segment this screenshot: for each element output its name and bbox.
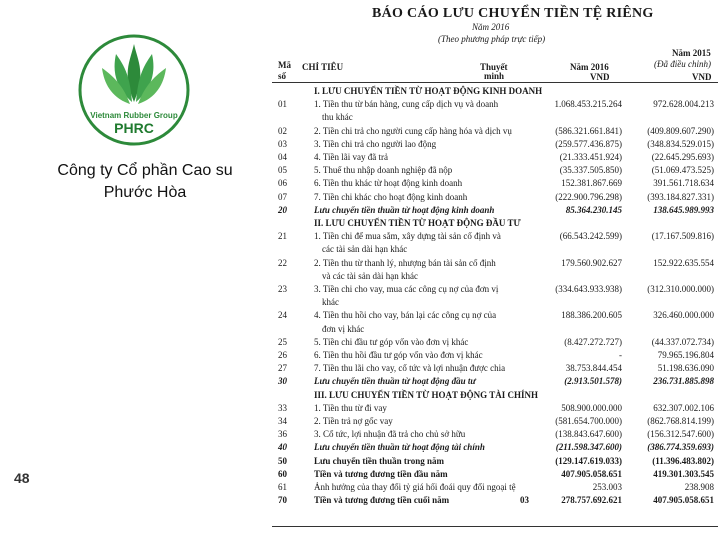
- table-row: [272, 416, 718, 427]
- row-value-2016: (35.337.505.850): [559, 165, 622, 176]
- table-row: [272, 350, 718, 361]
- row-value-2015: 51.198.636.090: [657, 363, 714, 374]
- row-value-2016: 38.753.844.454: [565, 363, 622, 374]
- page-number: 48: [14, 470, 30, 486]
- table-row: [272, 363, 718, 374]
- row-code: 36: [278, 429, 287, 440]
- table-row: [272, 258, 718, 269]
- row-value-2016: (259.577.436.875): [555, 138, 622, 149]
- row-value-2015: 238.908: [684, 482, 714, 492]
- row-value-2016: (138.843.647.600): [555, 429, 622, 440]
- row-code: 07: [278, 191, 287, 202]
- row-code: 03: [278, 138, 287, 149]
- row-code: 34: [278, 416, 287, 426]
- row-value-2016: (129.147.619.033): [555, 455, 622, 466]
- header-y2016-1: Năm 2016: [570, 62, 609, 72]
- header-code-2: số: [278, 71, 287, 81]
- row-label: khác: [322, 297, 339, 308]
- row-label: đơn vị khác: [322, 323, 365, 334]
- row-value-2016: (66.543.242.599): [559, 231, 622, 242]
- header-note-1: Thuyết: [480, 62, 508, 72]
- row-label: II. LƯU CHUYỂN TIỀN TỪ HOẠT ĐỘNG ĐẦU TƯ: [314, 218, 521, 228]
- row-value-2015: (862.768.814.199): [647, 416, 714, 426]
- row-code: 22: [278, 257, 287, 268]
- row-value-2015: 419.301.303.545: [653, 468, 714, 479]
- table-row: [272, 231, 718, 242]
- row-label: Lưu chuyển tiền thuần từ hoạt động tài chính: [314, 442, 485, 453]
- row-label: 1. Tiền thu từ bán hàng, cung cấp dịch vụ và doanh: [314, 99, 499, 110]
- row-label: III. LƯU CHUYỂN TIỀN TỪ HOẠT ĐỘNG TÀI CHÍNH: [314, 389, 538, 400]
- row-code: 06: [278, 178, 287, 189]
- report-method: (Theo phương pháp trực tiếp): [438, 34, 546, 44]
- company-name: Công ty Cổ phần Cao su Phước Hòa: [57, 162, 233, 201]
- table-row: [272, 152, 718, 163]
- row-label: 5. Thuế thu nhập doanh nghiệp đã nộp: [314, 165, 453, 176]
- footer-divider: [272, 526, 718, 527]
- row-label: 2. Tiền chi trả cho người cung cấp hàng hóa và dịch vụ: [314, 125, 512, 136]
- company-logo: [76, 32, 192, 148]
- table-row: [272, 456, 718, 467]
- row-value-2016: 253.003: [592, 482, 622, 492]
- row-code: 02: [278, 125, 287, 136]
- row-value-2016: 85.364.230.145: [565, 204, 622, 215]
- row-code: 26: [278, 350, 287, 360]
- row-value-2016: 1.068.453.215.264: [554, 99, 622, 110]
- row-label: Tiền và tương đương tiền đầu năm: [314, 468, 448, 479]
- row-value-2015: (22.645.295.693): [651, 152, 714, 162]
- table-row: [272, 469, 718, 480]
- row-value-2015: (393.184.827.331): [647, 191, 714, 202]
- table-row: [272, 376, 718, 387]
- row-label: 3. Tiền chi cho vay, mua các công cụ nợ của đơn vị: [314, 284, 499, 294]
- row-value-2015: 152.922.635.554: [653, 257, 714, 268]
- table-row: [272, 218, 718, 229]
- table-row: [272, 337, 718, 348]
- row-label: 5. Tiền chi đầu tư góp vốn vào đơn vị khác: [314, 336, 469, 347]
- table-row: [272, 310, 718, 321]
- row-value-2016: 179.560.902.627: [561, 257, 622, 268]
- row-code: 70: [278, 495, 287, 506]
- row-label: 1. Tiền thu từ đi vay: [314, 402, 387, 413]
- row-label: Tiền và tương đương tiền cuối năm: [314, 495, 450, 506]
- table-row: [272, 244, 718, 255]
- cash-flow-statement: [272, 0, 720, 540]
- table-row: [272, 205, 718, 216]
- row-label: Lưu chuyển tiền thuần từ hoạt động kinh doanh: [314, 204, 495, 215]
- table-row: [272, 178, 718, 189]
- row-label: các tài sản dài hạn khác: [322, 244, 408, 255]
- table-row: [272, 390, 718, 401]
- row-label: Lưu chuyển tiền thuần trong năm: [314, 455, 445, 466]
- table-row: [272, 482, 718, 493]
- row-code: 23: [278, 284, 287, 294]
- row-label: 2. Tiền thu từ thanh lý, nhượng bán tài sản cố định: [314, 257, 496, 268]
- table-row: [272, 271, 718, 282]
- table-row: [272, 284, 718, 295]
- row-value-2015: 326.460.000.000: [653, 310, 714, 321]
- table-row: [272, 429, 718, 440]
- logo-top-text: Vietnam Rubber Group: [90, 111, 178, 120]
- row-label: và các tài sản dài hạn khác: [322, 270, 418, 281]
- row-label: 6. Tiền thu hồi đầu tư góp vốn vào đơn vị khác: [314, 350, 483, 360]
- header-note-2: minh: [484, 71, 505, 81]
- row-value-2015: 972.628.004.213: [653, 99, 714, 110]
- row-value-2016: (334.643.933.938): [555, 284, 622, 294]
- row-value-2015: (44.337.072.734): [651, 336, 714, 347]
- row-code: 61: [278, 482, 287, 492]
- row-value-2016: -: [619, 350, 622, 360]
- table-row: [272, 86, 718, 97]
- row-value-2016: (21.333.451.924): [559, 152, 622, 162]
- row-value-2015: (17.167.509.816): [651, 231, 714, 242]
- row-value-2015: (312.310.000.000): [647, 284, 714, 294]
- row-label: 7. Tiền chi khác cho hoạt động kinh doanh: [314, 191, 468, 202]
- logo-bottom-text: PHRC: [114, 120, 154, 136]
- row-code: 27: [278, 363, 287, 374]
- header-y2016-2: VND: [590, 72, 610, 82]
- table-row: [272, 165, 718, 176]
- row-code: 40: [278, 442, 287, 453]
- row-value-2015: 79.965.196.804: [657, 350, 714, 360]
- table-row: [272, 495, 718, 506]
- row-code: 01: [278, 99, 287, 110]
- row-label: 6. Tiền thu khác từ hoạt động kinh doanh: [314, 178, 463, 189]
- row-value-2016: (8.427.272.727): [564, 336, 622, 347]
- row-label: Lưu chuyển tiền thuần từ hoạt động đầu tư: [314, 376, 476, 387]
- table-row: [272, 324, 718, 335]
- row-value-2016: (581.654.700.000): [555, 416, 622, 426]
- report-title: BÁO CÁO LƯU CHUYỂN TIỀN TỆ RIÊNG: [372, 6, 654, 21]
- table-row: [272, 139, 718, 150]
- row-value-2015: 138.645.989.993: [653, 204, 714, 215]
- row-value-2016: 508.900.000.000: [561, 402, 622, 413]
- row-code: 33: [278, 402, 287, 413]
- row-value-2015: (409.809.607.290): [647, 125, 714, 136]
- row-value-2016: 188.386.200.605: [561, 310, 622, 321]
- table-row: [272, 126, 718, 137]
- row-value-2015: 391.561.718.634: [653, 178, 714, 189]
- row-value-2015: (156.312.547.600): [647, 429, 714, 440]
- row-label: 1. Tiền chi để mua sắm, xây dựng tài sản cố định và: [314, 231, 501, 242]
- row-value-2015: 407.905.058.651: [653, 495, 714, 506]
- table-row: [272, 192, 718, 203]
- row-code: 21: [278, 231, 287, 242]
- row-value-2015: 236.731.885.898: [653, 376, 714, 387]
- table-row: [272, 442, 718, 453]
- table-row: [272, 403, 718, 414]
- row-code: 25: [278, 336, 287, 347]
- row-code: 20: [278, 204, 287, 215]
- row-value-2015: (51.069.473.525): [651, 165, 714, 176]
- row-code: 30: [278, 376, 287, 387]
- row-value-2015: (348.834.529.015): [647, 138, 714, 149]
- header-item: CHỈ TIÊU: [302, 62, 344, 72]
- row-value-2016: 152.381.867.669: [561, 178, 622, 189]
- row-label: 3. Tiền chi trả cho người lao động: [314, 138, 437, 149]
- row-value-2016: 278.757.692.621: [561, 495, 622, 506]
- report-year: Năm 2016: [472, 22, 510, 32]
- header-y2015-3: VND: [692, 72, 712, 82]
- row-value-2015: (386.774.359.693): [647, 442, 714, 453]
- header-y2015-1: Năm 2015: [672, 48, 711, 58]
- row-value-2016: (222.900.796.298): [555, 191, 622, 202]
- row-label: Ảnh hưởng của thay đổi tỷ giá hối đoái quy đổi ngoại tệ: [314, 482, 516, 492]
- row-value-2015: 632.307.002.106: [653, 402, 714, 413]
- row-label: thu khác: [322, 112, 353, 123]
- row-value-2016: (586.321.661.841): [555, 125, 622, 136]
- header-divider: [272, 82, 718, 83]
- row-code: 50: [278, 455, 287, 466]
- row-code: 24: [278, 310, 287, 321]
- row-value-2016: (2.913.501.578): [564, 376, 622, 387]
- row-label: I. LƯU CHUYỂN TIỀN TỪ HOẠT ĐỘNG KINH DOANH: [314, 86, 543, 96]
- row-value-2016: 407.905.058.651: [561, 468, 622, 479]
- row-label: 4. Tiền thu hồi cho vay, bán lại các công cụ nợ của: [314, 310, 497, 321]
- row-value-2016: (211.598.347.600): [555, 442, 622, 453]
- row-value-2015: (11.396.483.802): [652, 455, 714, 466]
- row-label: 4. Tiền lãi vay đã trả: [314, 152, 388, 162]
- row-label: 3. Cổ tức, lợi nhuận đã trả cho chủ sở hữu: [314, 429, 466, 440]
- row-code: 05: [278, 165, 287, 176]
- table-row: [272, 99, 718, 110]
- row-code: 60: [278, 468, 287, 479]
- row-label: 2. Tiền trả nợ gốc vay: [314, 416, 393, 426]
- table-row: [272, 297, 718, 308]
- table-row: [272, 112, 718, 123]
- row-code: 04: [278, 152, 287, 162]
- row-label: 7. Tiền thu lãi cho vay, cổ tức và lợi nhuận được chia: [314, 363, 506, 374]
- header-y2015-2: (Đã điều chỉnh): [654, 59, 711, 69]
- header-code-1: Mã: [278, 60, 291, 70]
- row-note: 03: [520, 495, 529, 506]
